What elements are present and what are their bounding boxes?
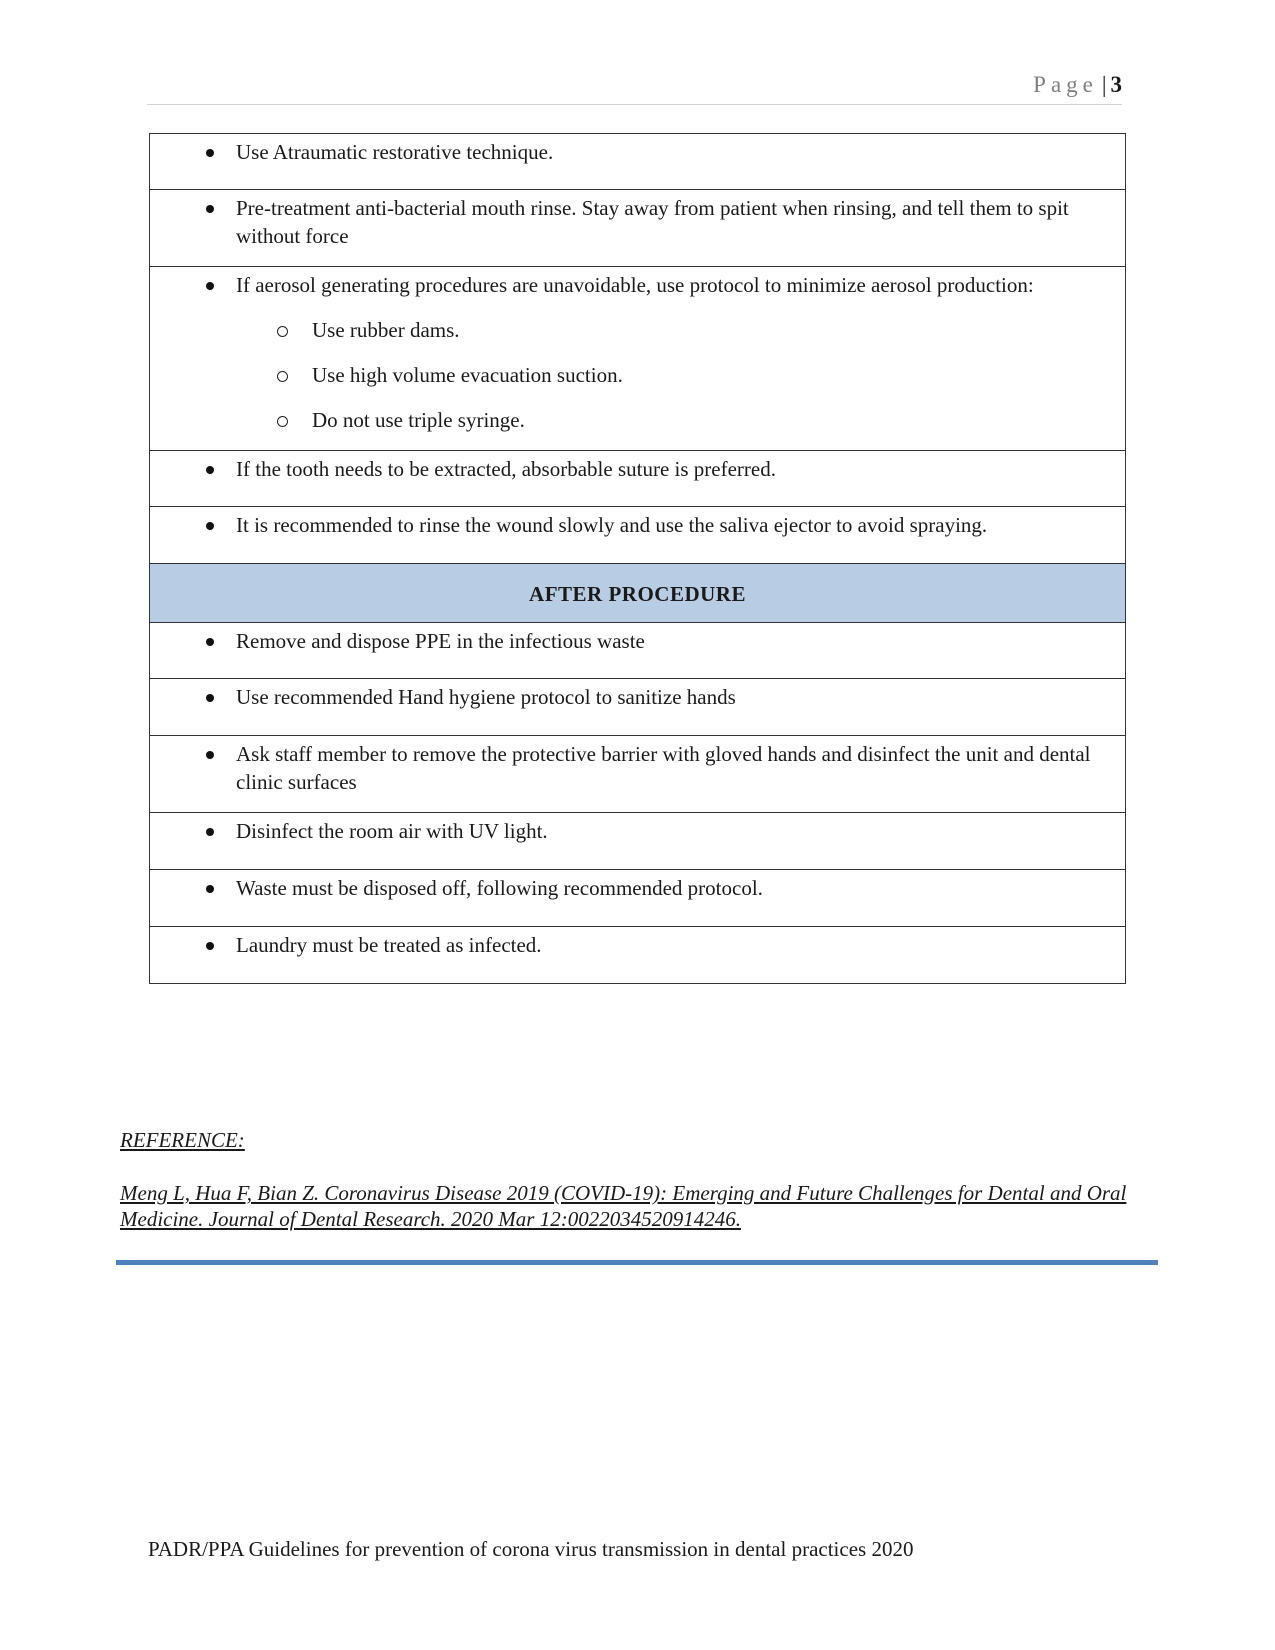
page-word: Page [1033, 72, 1098, 97]
table-row [150, 623, 1126, 679]
page-number: 3 [1110, 72, 1122, 97]
sub-list-item [150, 406, 1111, 434]
bullet-icon [150, 194, 236, 222]
page-separator: | [1101, 72, 1107, 97]
table-row [150, 451, 1126, 507]
bullet-icon [150, 455, 236, 483]
bullet-icon [150, 138, 236, 166]
section-header-row [150, 564, 1126, 623]
row-text: Pre-treatment anti-bacterial mouth rinse. Stay away from patient when rinsing, and tell them to spit without force [236, 196, 1069, 248]
page-footer: PADR/PPA Guidelines for prevention of corona virus transmission in dental practices 2020 [148, 1537, 914, 1561]
bullet-icon [150, 511, 236, 539]
header-rule [147, 104, 1122, 105]
circle-bullet-icon [150, 361, 312, 389]
procedure-table [149, 133, 1126, 984]
row-text: If aerosol generating procedures are unavoidable, use protocol to minimize aerosol production: [236, 273, 1034, 297]
page-number-header [0, 72, 1122, 98]
row-text: Laundry must be treated as infected. [236, 933, 542, 957]
circle-bullet-icon [150, 316, 312, 344]
bullet-icon [150, 874, 236, 902]
bullet-icon [150, 271, 236, 299]
table-row [150, 134, 1126, 190]
table-row [150, 507, 1126, 564]
table-row [150, 190, 1126, 267]
row-text: It is recommended to rinse the wound slowly and use the saliva ejector to avoid spraying. [236, 513, 988, 537]
bottom-rule [116, 1260, 1158, 1265]
row-text: Use Atraumatic restorative technique. [236, 140, 554, 164]
table-row [150, 679, 1126, 736]
row-text: Disinfect the room air with UV light. [236, 819, 548, 843]
after-procedure-heading: AFTER PROCEDURE [150, 564, 1126, 623]
row-text: Waste must be disposed off, following recommended protocol. [236, 876, 763, 900]
sub-list-item [150, 361, 1111, 389]
sub-list-item [150, 316, 1111, 344]
table-row [150, 870, 1126, 927]
bullet-icon [150, 817, 236, 845]
sub-item-text: Use rubber dams. [312, 318, 460, 342]
sub-item-text: Use high volume evacuation suction. [312, 363, 623, 387]
row-text: Ask staff member to remove the protective barrier with gloved hands and disinfect the unit and dental clinic surfaces [236, 742, 1091, 794]
table-row [150, 927, 1126, 984]
bullet-icon [150, 683, 236, 711]
row-text: Use recommended Hand hygiene protocol to sanitize hands [236, 685, 736, 709]
table-row [150, 736, 1126, 813]
bullet-icon [150, 627, 236, 655]
row-text: If the tooth needs to be extracted, absorbable suture is preferred. [236, 457, 776, 481]
sub-item-text: Do not use triple syringe. [312, 408, 525, 432]
bullet-icon [150, 931, 236, 959]
table-row [150, 267, 1126, 451]
reference-label: REFERENCE: [120, 1128, 245, 1152]
circle-bullet-icon [150, 406, 312, 434]
bullet-icon [150, 740, 236, 768]
table-row [150, 813, 1126, 870]
reference-citation[interactable]: Meng L, Hua F, Bian Z. Coronavirus Disease 2019 (COVID-19): Emerging and Future Challenges for Dental and Oral Medicine. Journal of Dental Research. 2020 Mar 12:0022034520914246. [120, 1181, 1127, 1231]
row-text: Remove and dispose PPE in the infectious waste [236, 629, 645, 653]
